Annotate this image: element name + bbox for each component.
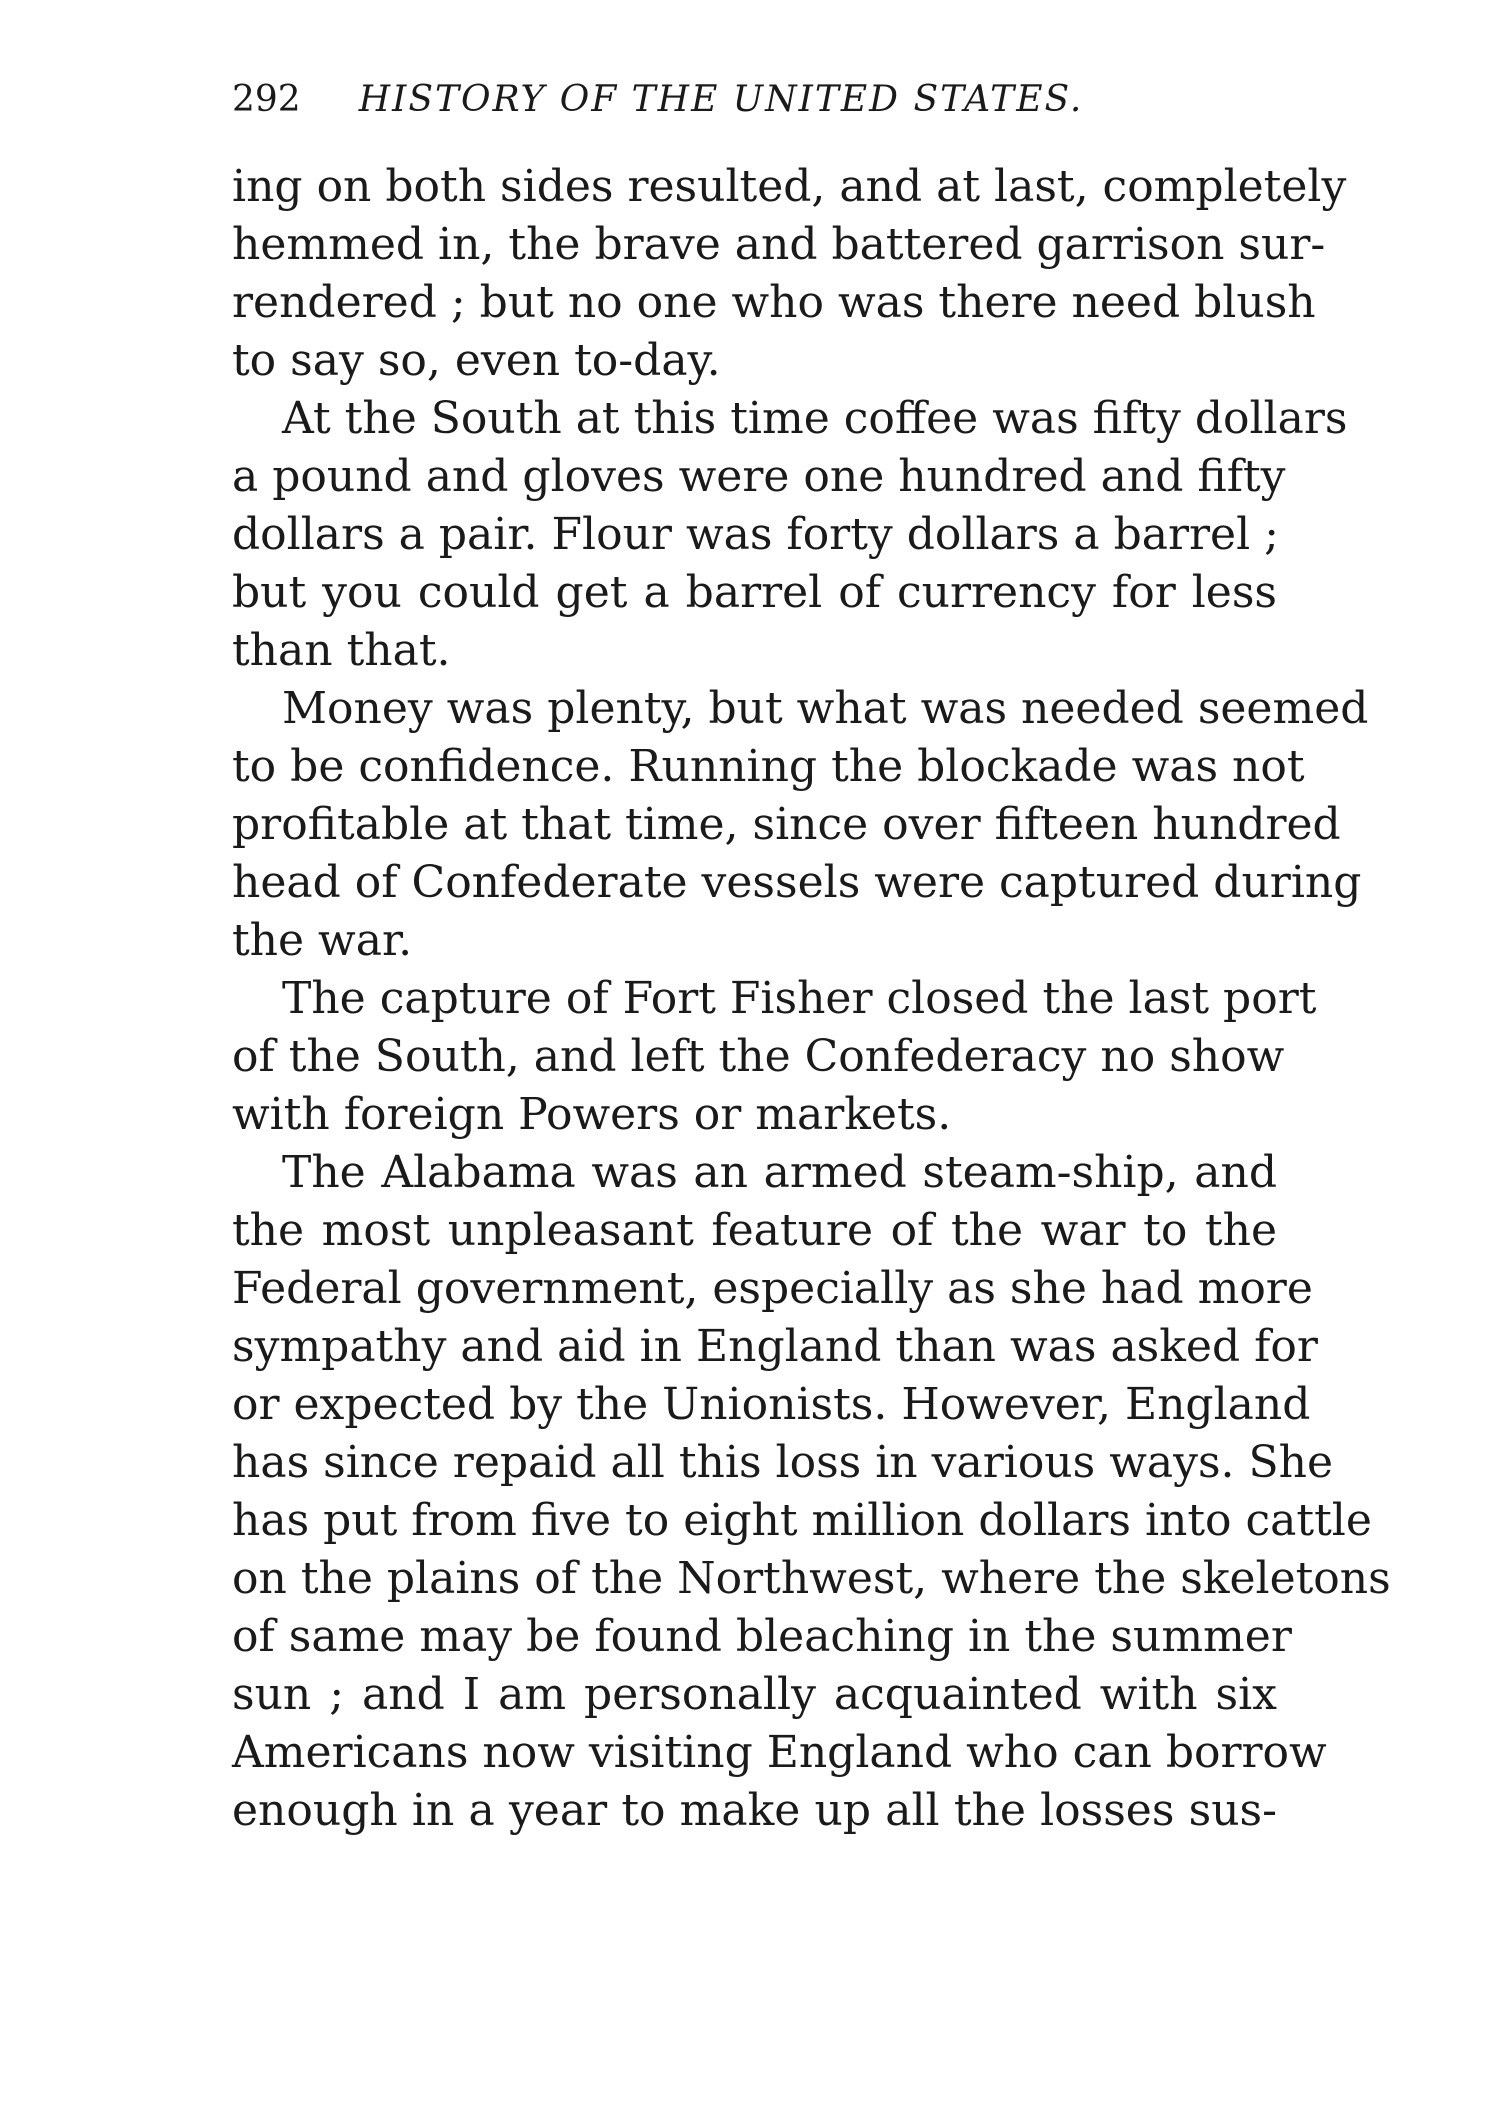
paragraph-3 [232, 680, 1369, 970]
text-line: hemmed in, the brave and battered garrison sur- [232, 219, 1326, 270]
paragraph-2 [232, 390, 1348, 680]
text-line: of same may be found bleaching in the summer [232, 1611, 1292, 1662]
running-title: HISTORY OF THE UNITED STATES. [358, 79, 1084, 120]
paragraph-5 [232, 1144, 1391, 1840]
text-line: the war. [232, 915, 413, 966]
text-line: a pound and gloves were one hundred and fifty [232, 451, 1286, 502]
paragraph-1 [232, 158, 1347, 390]
text-line: Money was plenty, but what was needed seemed [282, 683, 1369, 734]
text-line: with foreign Powers or markets. [232, 1089, 952, 1140]
text-line: At the South at this time coffee was fifty dollars [282, 393, 1348, 444]
text-line: head of Confederate vessels were captured during [232, 857, 1362, 908]
text-line: than that. [232, 625, 451, 676]
text-line: dollars a pair. Flour was forty dollars a barrel ; [232, 509, 1279, 560]
text-line: The capture of Fort Fisher closed the last port [282, 973, 1317, 1024]
text-line: sun ; and I am personally acquainted with six [232, 1669, 1277, 1720]
text-line: enough in a year to make up all the losses sus- [232, 1785, 1277, 1836]
text-line: of the South, and left the Confederacy no show [232, 1031, 1285, 1082]
text-line: the most unpleasant feature of the war to the [232, 1205, 1277, 1256]
page-number: 292 [232, 79, 301, 120]
running-head [232, 70, 1272, 130]
text-line: Federal government, especially as she had more [232, 1263, 1313, 1314]
body-text [232, 158, 1391, 1840]
text-line: Americans now visiting England who can borrow [232, 1727, 1327, 1778]
text-line: or expected by the Unionists. However, England [232, 1379, 1311, 1430]
text-line: profitable at that time, since over fifteen hundred [232, 799, 1341, 850]
text-line: on the plains of the Northwest, where the skeletons [232, 1553, 1391, 1604]
text-line: has put from five to eight million dollars into cattle [232, 1495, 1372, 1546]
paragraph-4 [232, 970, 1317, 1144]
text-line: ing on both sides resulted, and at last, completely [232, 161, 1347, 212]
text-line: to be confidence. Running the blockade was not [232, 741, 1305, 792]
text-line: rendered ; but no one who was there need blush [232, 277, 1316, 328]
text-line: sympathy and aid in England than was asked for [232, 1321, 1318, 1372]
text-line: but you could get a barrel of currency for less [232, 567, 1277, 618]
text-line: to say so, even to-day. [232, 335, 721, 386]
text-line: has since repaid all this loss in various ways. She [232, 1437, 1334, 1488]
text-line: The Alabama was an armed steam-ship, and [282, 1147, 1277, 1198]
